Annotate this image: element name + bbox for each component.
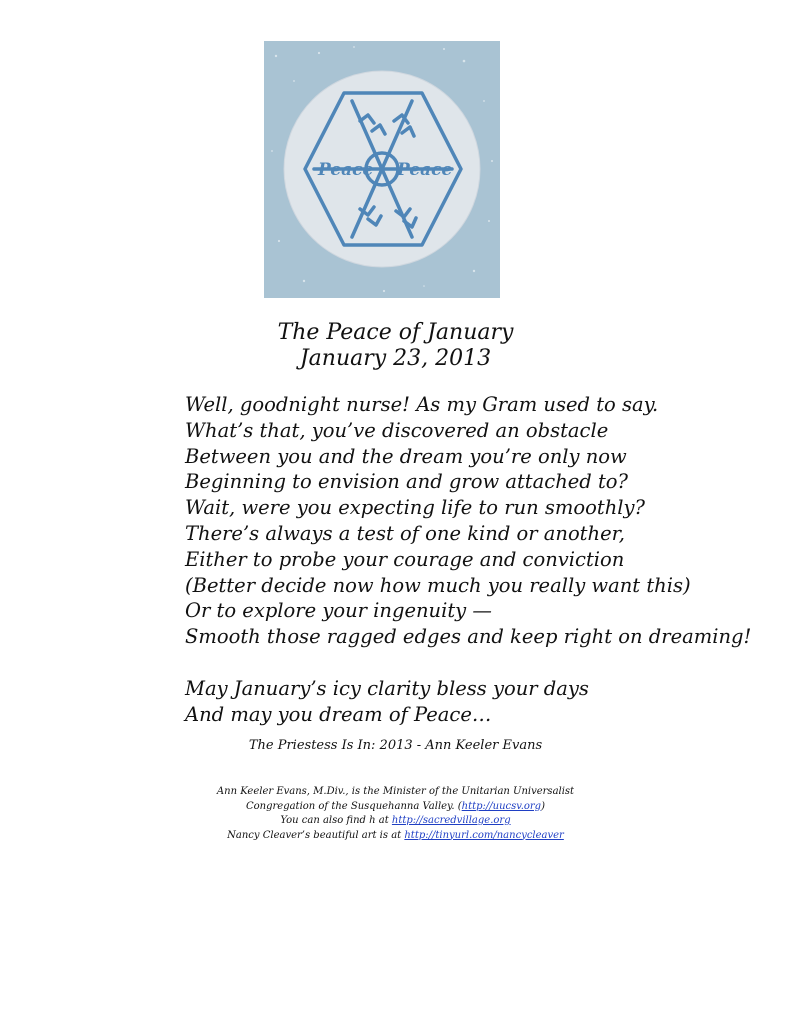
- poem-line: Either to probe your courage and conviction: [185, 547, 625, 571]
- poem-line: (Better decide now how much you really want this): [185, 573, 691, 597]
- bio-line-1: Ann Keeler Evans, M.Div., is the Minister of the Unitarian Universalist: [216, 786, 575, 797]
- sacredvillage-link[interactable]: http://sacredvillage.org: [391, 815, 511, 826]
- artwork-peace-text-right: Peace: [397, 160, 453, 180]
- bio-line-4-text: Nancy Cleaver’s beautiful art is at: [227, 829, 405, 841]
- poem-line: Wait, were you expecting life to run smoothly?: [185, 496, 645, 520]
- poem-line: Or to explore your ingenuity —: [185, 599, 492, 623]
- closing-line: And may you dream of Peace…: [185, 702, 492, 726]
- poem-title: The Peace of January: [277, 320, 514, 345]
- bio-line-2-text: Congregation of the Susquehanna Valley. (: [245, 800, 462, 812]
- artwork-peace-text-left: Peace: [318, 160, 374, 180]
- poem-closing: [185, 676, 785, 728]
- poem-line: Beginning to envision and grow attached to?: [185, 470, 629, 494]
- author-bio: [0, 785, 791, 843]
- bio-line-2-suffix: ): [541, 800, 545, 812]
- bio-line-2: [0, 800, 791, 815]
- closing-line: May January’s icy clarity bless your days: [185, 677, 589, 700]
- poem-line: There’s always a test of one kind or another,: [185, 521, 625, 545]
- poem-date: January 23, 2013: [299, 346, 492, 371]
- poem-line: Smooth those ragged edges and keep right on dreaming!: [185, 625, 752, 649]
- poem-line: Between you and the dream you’re only now: [185, 444, 627, 468]
- uucsv-link[interactable]: http://uucsv.org: [461, 800, 542, 812]
- poem-credit: The Priestess Is In: 2013 - Ann Keeler Evans: [248, 738, 543, 753]
- bio-line-3-text: You can also find h at: [280, 815, 392, 826]
- bio-line-4: [0, 829, 791, 844]
- poem-line: Well, goodnight nurse! As my Gram used to say.: [185, 393, 659, 416]
- nancycleaver-link[interactable]: http://tinyurl.com/nancycleaver: [404, 829, 564, 841]
- poem-line: What’s that, you’ve discovered an obstacle: [185, 418, 609, 442]
- poem-body: [185, 392, 785, 650]
- bio-line-3: [0, 814, 791, 829]
- snowflake-artwork: [264, 41, 500, 298]
